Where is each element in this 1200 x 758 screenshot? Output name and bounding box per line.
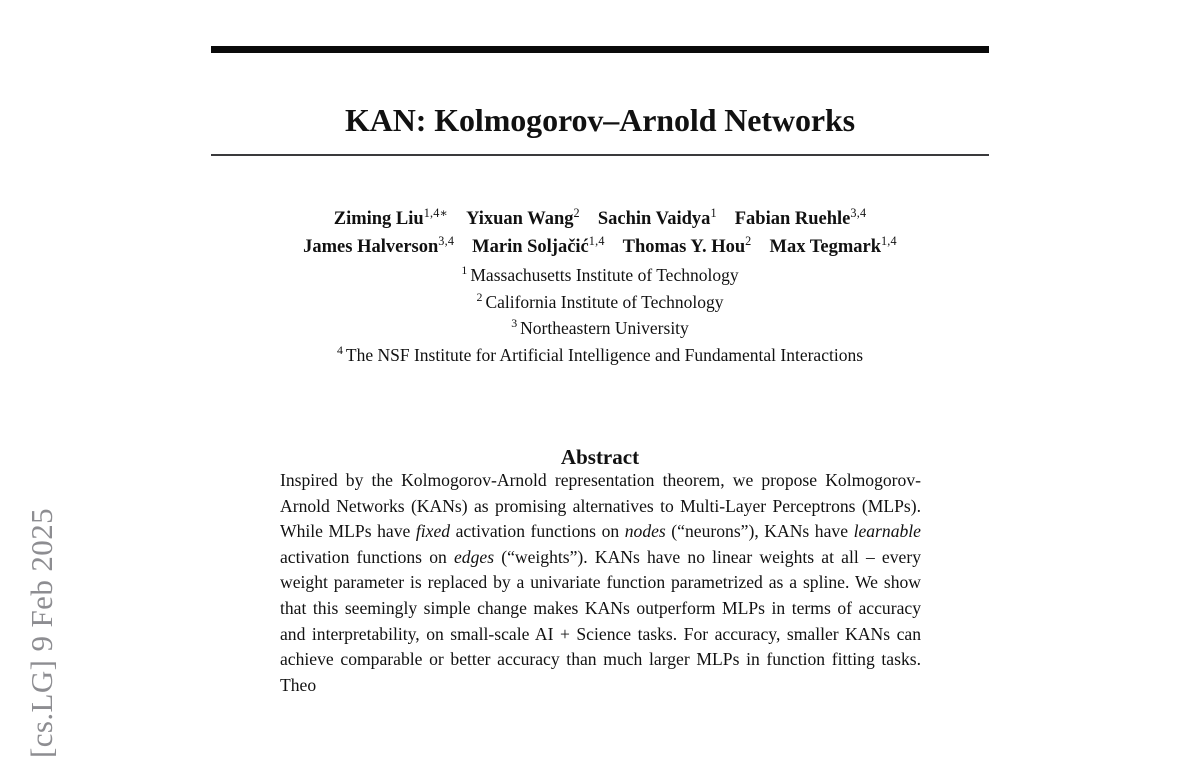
author-affiliation-marker: 1,4	[588, 233, 605, 248]
author-affiliation-marker: 2	[745, 233, 752, 248]
affiliation-marker: 1	[461, 263, 468, 278]
author-entry	[735, 205, 867, 233]
abstract-emphasis: edges	[453, 546, 495, 567]
abstract-text-run: (“neurons”), KANs have	[665, 521, 854, 542]
author-affiliation-marker: 1,4	[881, 233, 897, 248]
affiliation-line	[211, 342, 989, 369]
author-name: Sachin Vaidya	[597, 209, 711, 229]
affiliation-line	[211, 289, 989, 316]
affiliation-name: Northeastern University	[520, 318, 689, 338]
author-entry	[466, 205, 580, 233]
author-entry	[769, 233, 896, 261]
author-affiliation-marker: 3,4	[850, 205, 867, 220]
author-affiliation-marker: 3,4	[438, 233, 455, 248]
author-name: James Halverson	[303, 237, 439, 257]
affiliation-line	[211, 262, 989, 289]
author-entry	[303, 233, 454, 261]
author-name: Max Tegmark	[769, 237, 881, 257]
author-entry	[334, 205, 448, 233]
title-bottom-rule	[211, 154, 989, 156]
abstract-emphasis: fixed	[415, 521, 451, 542]
affiliation-marker: 3	[511, 316, 518, 331]
arxiv-stamp-text: [cs.LG] 9 Feb 2025	[24, 508, 59, 758]
affiliation-line	[211, 315, 989, 342]
abstract-text-run: activation functions on	[450, 521, 625, 542]
abstract-heading: Abstract	[560, 445, 640, 470]
abstract-body	[280, 468, 921, 698]
author-entry	[598, 205, 717, 233]
author-name: Thomas Y. Hou	[622, 237, 746, 257]
author-name: Ziming Liu	[333, 209, 424, 229]
page-title: KAN: Kolmogorov–Arnold Networks	[344, 102, 856, 139]
affiliation-name: California Institute of Technology	[485, 291, 724, 312]
author-entry	[472, 233, 605, 261]
author-affiliation-marker: 1	[710, 205, 717, 220]
author-line	[211, 205, 989, 233]
author-list	[211, 205, 989, 261]
affiliation-name: The NSF Institute for Artificial Intelligence and Fundamental Interactions	[345, 344, 864, 365]
affiliation-marker: 2	[476, 289, 483, 304]
author-affiliation-marker: 2	[573, 205, 580, 220]
abstract-paragraph	[280, 468, 921, 698]
affiliation-name: Massachusetts Institute of Technology	[470, 265, 739, 285]
author-name: Yixuan Wang	[466, 209, 574, 229]
paper-column	[211, 0, 989, 695]
abstract-emphasis: learnable	[853, 521, 921, 542]
abstract-text-run: activation functions on	[280, 546, 454, 567]
affiliation-list	[211, 262, 989, 368]
author-affiliation-marker: 1,4∗	[423, 205, 449, 220]
abstract-text-run: (“weights”). KANs have no linear weights at all – every weight parameter is replaced by a univariate function parametrized as a spline. We show that this seemingly simple change makes KANs outperform MLPs in terms of accuracy and interpretability, on small-scale AI + Science tasks. For accuracy, smaller KANs can achieve comparable or better accuracy than much larger MLPs in function fitting tasks. Theo	[280, 546, 921, 695]
arxiv-stamp	[0, 0, 90, 758]
abstract-text-run: Inspired by the Kolmogorov-Arnold representation theorem, we propose Kolmogorov-Arnold Networks (KANs) as promising alternatives to Multi-Layer Perceptrons (MLPs). While MLPs have	[280, 470, 921, 542]
author-name: Marin Soljačić	[472, 237, 589, 257]
abstract-emphasis: nodes	[624, 521, 666, 542]
author-name: Fabian Ruehle	[734, 209, 851, 229]
author-line	[211, 233, 989, 261]
author-entry	[623, 233, 752, 261]
title-top-rule	[211, 46, 989, 53]
affiliation-marker: 4	[336, 342, 343, 357]
